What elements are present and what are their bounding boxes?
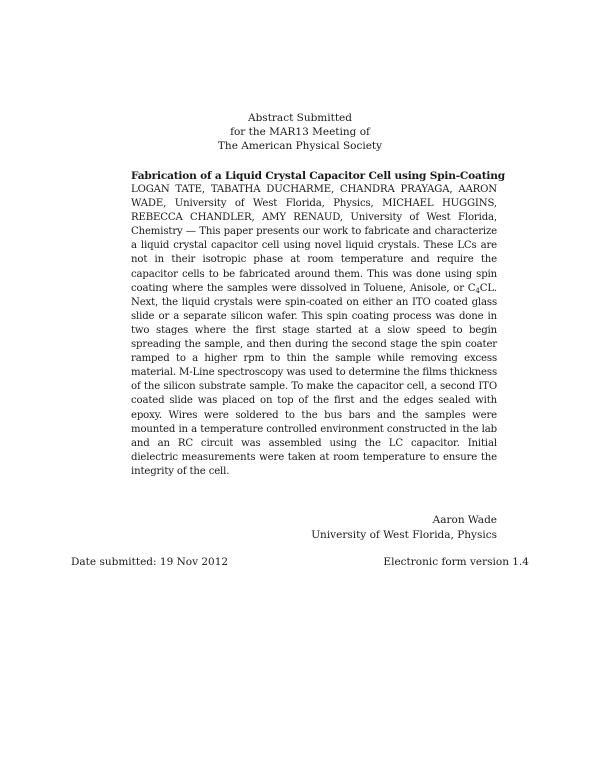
- signature-block: [311, 513, 497, 543]
- abstract-header: [0, 111, 600, 153]
- abstract-text-part-1: This paper presents our work to fabricate and characterize a liquid crystal capacitor cell using novel liquid crystals. These LCs are not in their isotropic phase at room temperature and require the capacitor cells to be fabricated around them. This was done using spin coating where the samples were dissolved in Toluene, Anisole, or C: [131, 226, 498, 294]
- header-line-2: for the MAR13 Meeting of: [230, 126, 370, 138]
- signature-name: Aaron Wade: [432, 514, 497, 526]
- header-line-3: The American Physical Society: [217, 140, 383, 152]
- paper-title: Fabrication of a Liquid Crystal Capacitor Cell using Spin-Coating: [131, 170, 505, 182]
- abstract-body: [131, 169, 505, 479]
- author-list: LOGAN TATE, TABATHA DUCHARME, CHANDRA PRAYAGA, AARON WADE, University of West Florida, Physics, MICHAEL HUGGINS, REBECCA CHANDLER, AMY RENAUD, University of West Florida, Chemistry —: [131, 184, 497, 238]
- signature-affiliation: University of West Florida, Physics: [311, 529, 497, 541]
- header-line-1: Abstract Submitted: [248, 112, 352, 124]
- abstract-subscript: 4: [475, 285, 480, 295]
- abstract-text-part-2: CL. Next, the liquid crystals were spin-coated on either an ITO coated glass slide or a separate silicon wafer. This spin coating process was done in two stages where the first stage started at a slow speed to begin spreading the sample, and then during the second stage the spin coater ramped to a higher rpm to thin the sample while removing excess material. M-Line spectroscopy was used to determine the films thickness of the silicon substrate sample. To make the capacitor cell, a second ITO coated slide was placed on top of the first and the edges sealed with epoxy. Wires were soldered to the bus bars and the samples were mounted in a temperature controlled environment constructed in the lab and an RC circuit was assembled using the LC capacitor. Initial dielectric measurements were taken at room temperature to ensure the integrity of the cell.: [131, 282, 497, 477]
- form-version: Electronic form version 1.4: [383, 556, 529, 568]
- authors-and-abstract: [131, 183, 497, 479]
- date-submitted: Date submitted: 19 Nov 2012: [71, 556, 229, 568]
